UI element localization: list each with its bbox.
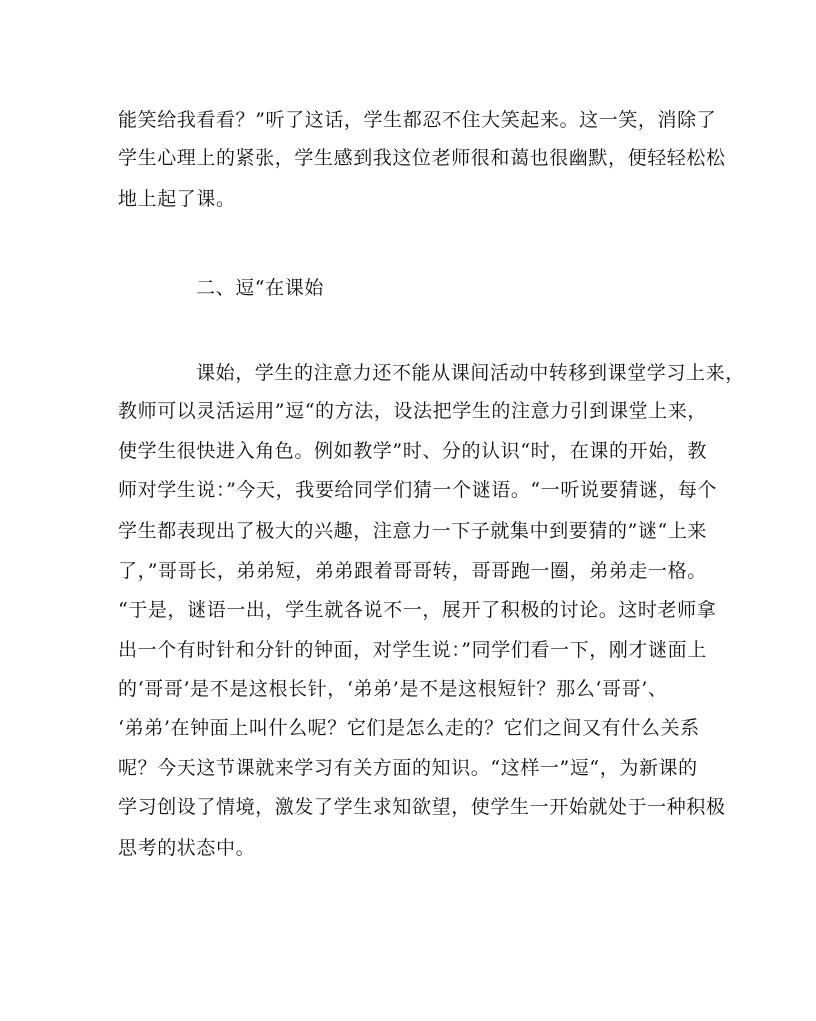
section-heading: 二、逗“在课始 xyxy=(196,277,324,299)
paragraph2-line-3: 使学生很快进入角色。例如教学”时、分的认识“时，在课的开始，教 xyxy=(118,440,708,462)
paragraph2-line-7: “于是，谜语一出，学生就各说不一，展开了积极的讨论。这时老师拿 xyxy=(118,599,717,621)
paragraph2-line-12: 学习创设了情境，激发了学生求知欲望，使学生一开始就处于一种积极 xyxy=(118,796,726,818)
paragraph2-line-2: 教师可以灵活运用”逗“的方法，设法把学生的注意力引到课堂上来， xyxy=(118,400,708,422)
paragraph2-line-13: 思考的状态中。 xyxy=(118,837,256,859)
paragraph1-line-1: 能笑给我看看？”听了这话，学生都忍不住大笑起来。这一笑，消除了 xyxy=(118,109,717,131)
paragraph2-line-1: 课始，学生的注意力还不能从课间活动中转移到课堂学习上来， xyxy=(196,362,745,384)
paragraph2-line-9: 的‘哥哥’是不是这根长针，‘弟弟’是不是这根短针？那么‘哥哥’、 xyxy=(118,678,668,700)
paragraph2-line-5: 学生都表现出了极大的兴趣，注意力一下子就集中到要猜的”谜“上来 xyxy=(118,520,708,542)
paragraph2-line-10: ‘弟弟’在钟面上叫什么呢？它们是怎么走的？它们之间又有什么关系 xyxy=(118,717,700,739)
paragraph2-line-4: 师对学生说：”今天，我要给同学们猜一个谜语。“一听说要猜谜，每个 xyxy=(118,479,718,501)
paragraph2-line-6: 了，”哥哥长，弟弟短，弟弟跟着哥哥转，哥哥跑一圈，弟弟走一格。 xyxy=(118,560,707,582)
paragraph1-line-3: 地上起了课。 xyxy=(118,188,236,210)
paragraph2-line-8: 出一个有时针和分针的钟面，对学生说：”同学们看一下，刚才谜面上 xyxy=(118,639,707,661)
paragraph2-line-11: 呢？今天这节课就来学习有关方面的知识。“这样一”逗“，为新课的 xyxy=(118,757,698,779)
paragraph1-line-2: 学生心理上的紧张，学生感到我这位老师很和蔼也很幽默，便轻轻松松 xyxy=(118,147,726,169)
